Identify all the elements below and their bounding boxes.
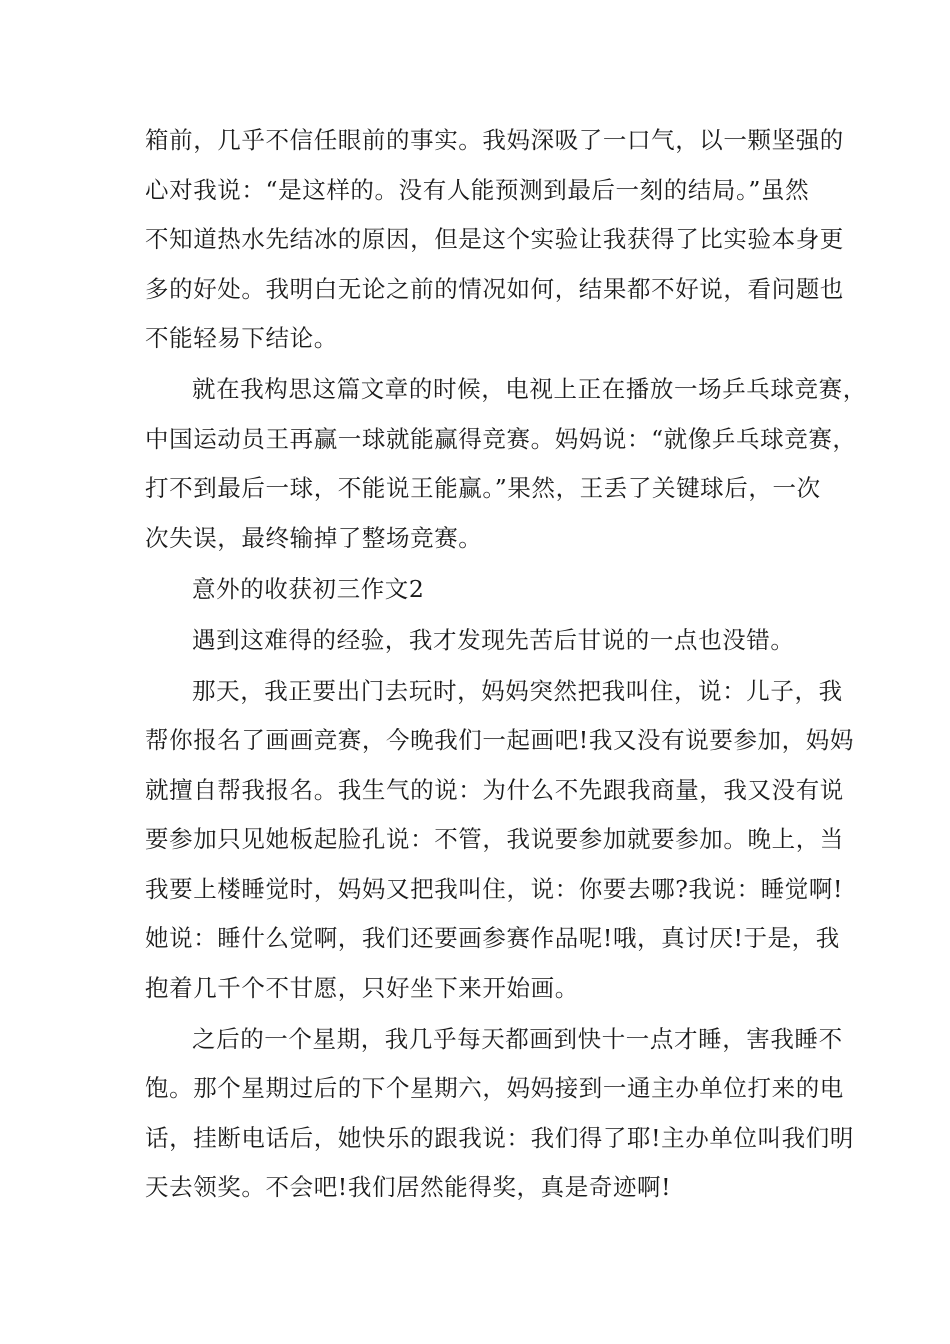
text-line: 抱着几千个不甘愿，只好坐下来开始画。	[145, 973, 579, 1002]
text-line: 话，挂断电话后，她快乐的跟我说：我们得了耶!主办单位叫我们明	[145, 1123, 854, 1152]
text-line: 天去领奖。不会吧!我们居然能得奖，真是奇迹啊!	[145, 1173, 672, 1201]
text-line: 中国运动员王再赢一球就能赢得竞赛。妈妈说：“就像乒乓球竞赛，	[145, 424, 857, 453]
text-line: 帮你报名了画画竞赛，今晚我们一起画吧!我又没有说要参加，妈妈	[145, 726, 854, 754]
text-line: 多的好处。我明白无论之前的情况如何，结果都不好说，看问题也	[145, 274, 844, 303]
text-line: 箱前，几乎不信任眼前的事实。我妈深吸了一口气，以一颗坚强的	[145, 126, 844, 154]
text-line: 心对我说：“是这样的。没有人能预测到最后一刻的结局。”虽然	[145, 175, 810, 204]
text-line: 要参加只见她板起脸孔说：不管，我说要参加就要参加。晚上，当	[145, 825, 844, 853]
text-line: 次失误，最终输掉了整场竞赛。	[145, 523, 483, 552]
text-line: 不知道热水先结冰的原因，但是这个实验让我获得了比实验本身更	[145, 225, 844, 253]
text-line: 打不到最后一球，不能说王能赢。”果然，王丢了关键球后，一次	[145, 474, 821, 502]
text-line: 不能轻易下结论。	[145, 324, 338, 352]
section-heading: 意外的收获初三作文2	[192, 574, 425, 603]
document-body	[145, 126, 867, 1225]
text-line: 之后的一个星期，我几乎每天都画到快十一点才睡，害我睡不	[192, 1024, 843, 1053]
text-line: 我要上楼睡觉时，妈妈又把我叫住，说：你要去哪?我说：睡觉啊!	[145, 874, 844, 903]
text-line: 就在我构思这篇文章的时候，电视上正在播放一场乒乓球竞赛，	[192, 375, 867, 403]
text-line: 就擅自帮我报名。我生气的说：为什么不先跟我商量，我又没有说	[145, 775, 844, 804]
text-line: 她说：睡什么觉啊，我们还要画参赛作品呢!哦，真讨厌!于是，我	[145, 924, 840, 952]
text-line: 遇到这难得的经验，我才发现先苦后甘说的一点也没错。	[192, 625, 795, 654]
text-line: 饱。那个星期过后的下个星期六，妈妈接到一通主办单位打来的电	[145, 1074, 844, 1102]
text-line: 那天，我正要出门去玩时，妈妈突然把我叫住，说：儿子，我	[192, 676, 843, 705]
